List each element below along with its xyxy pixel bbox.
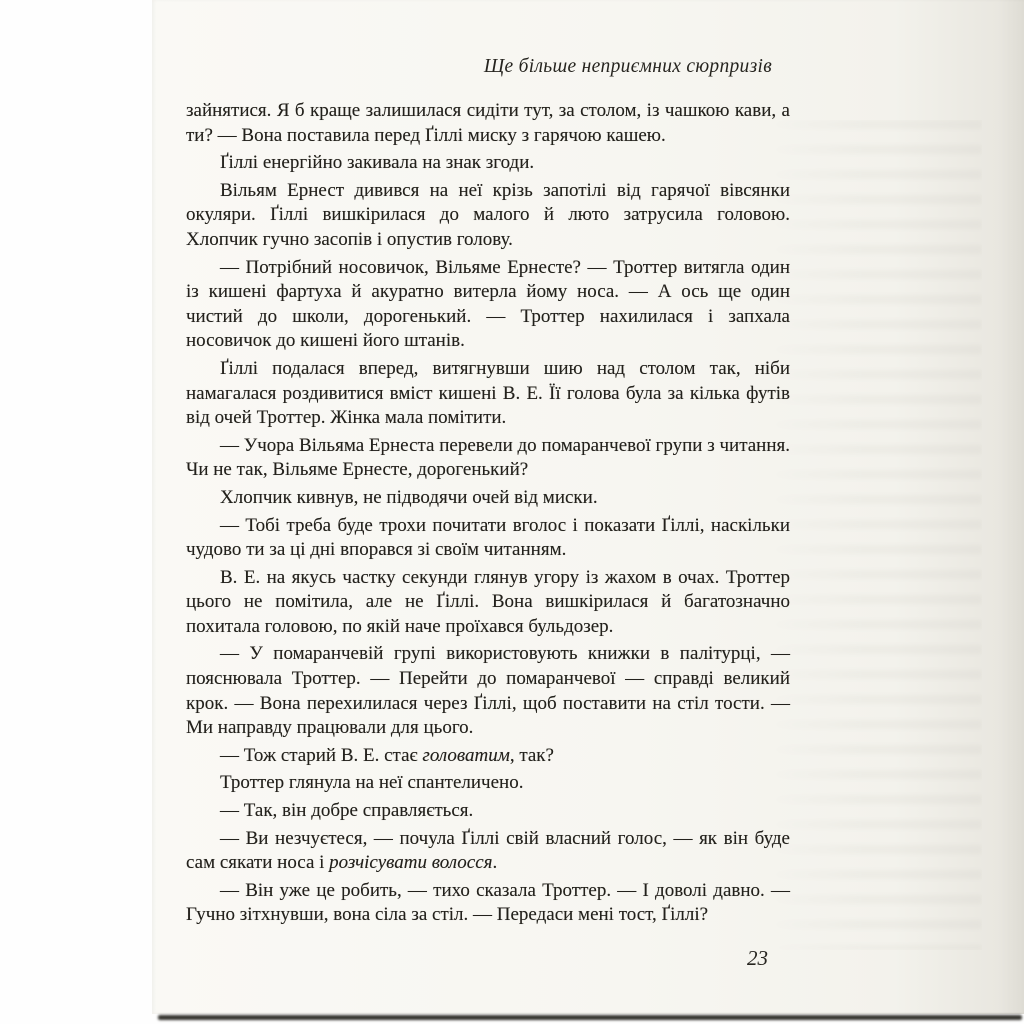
paragraph xyxy=(186,357,790,431)
body-text xyxy=(186,99,790,931)
text-run: — Тож старий В. Е. стає xyxy=(220,744,423,766)
reverse-page-bleedthrough xyxy=(767,120,982,950)
page-number: 23 xyxy=(747,946,768,970)
paragraph xyxy=(186,744,790,769)
text-run: Вільям Ернест дивився на неї крізь запотілі від гарячої вівсянки окуляри. Ґіллі вишкірилася до малого й люто затрусила головою. Хлопчик гучно засопів і опустив голову. xyxy=(186,179,790,250)
text-run: — Він уже це робить, — тихо сказала Троттер. — І доволі давно. — Гучно зітхнувши, вона сіла за стіл. — Передаси мені тост, Ґіллі? xyxy=(186,879,790,926)
paragraph xyxy=(186,799,790,824)
page-bottom-edge xyxy=(158,1015,1022,1020)
italic-run: головатим xyxy=(422,744,510,766)
paragraph xyxy=(186,879,790,928)
paragraph xyxy=(186,256,790,354)
paragraph xyxy=(186,99,790,148)
text-run: — Ви незчуєтеся, — почула Ґіллі свій власний голос, — як він буде сам сякати носа і xyxy=(186,827,790,874)
text-run: — Учора Вільяма Ернеста перевели до помаранчевої групи з читання. Чи не так, Вільяме Ернесте, дорогенький? xyxy=(186,434,790,481)
text-run: — Тобі треба буде трохи почитати вголос і показати Ґіллі, наскільки чудово ти за ці дні впорався зі своїм читанням. xyxy=(186,514,790,561)
text-run: В. Е. на якусь частку секунди глянув угору із жахом в очах. Троттер цього не помітила, але не Ґіллі. Вона вишкірилася й багатозначно похитала головою, по якій наче проїхався бульдозер. xyxy=(186,566,790,637)
paragraph xyxy=(186,434,790,483)
italic-run: розчісувати волосся xyxy=(329,852,493,874)
text-run: — У помаранчевій групі використовують книжки в палітурці, — пояснювала Троттер. — Перейти до помаранчевої — справді великий крок. — Вона перехилилася через Ґіллі, щоб поставити на стіл тости. — Ми направду працювали для цього. xyxy=(186,643,790,739)
paragraph xyxy=(186,514,790,563)
paragraph xyxy=(186,179,790,253)
text-run: зайнятися. Я б краще залишилася сидіти тут, за столом, із чашкою кави, а ти? — Вона поставила перед Ґіллі миску з гарячою кашею. xyxy=(186,100,790,146)
paragraph xyxy=(186,827,790,876)
text-run: — Потрібний носовичок, Вільяме Ернесте? — Троттер витягла один із кишені фартуха й акуратно витерла йому носа. — А ось ще один чистий до школи, дорогенький. — Троттер нахилилася і запхала носовичок до кишені його штанів. xyxy=(186,256,790,352)
text-run: Ґіллі енергійно закивала на знак згоди. xyxy=(220,152,535,174)
text-run: — Так, він добре справляється. xyxy=(220,800,474,822)
paragraph xyxy=(186,771,790,796)
text-run: Троттер глянула на неї спантеличено. xyxy=(220,772,524,794)
paragraph xyxy=(186,566,790,640)
running-head: Ще більше неприємних сюрпризів xyxy=(483,56,772,77)
text-run: . xyxy=(492,852,498,874)
text-run: Ґіллі подалася вперед, витягнувши шию над столом так, ніби намагалася роздивитися вміст кишені В. Е. Її голова була за кілька футів від очей Троттер. Жінка мала помітити. xyxy=(186,357,790,429)
paragraph xyxy=(186,486,790,511)
paragraph xyxy=(186,642,790,740)
text-run: Хлопчик кивнув, не підводячи очей від миски. xyxy=(220,486,598,508)
text-run: , так? xyxy=(509,744,554,766)
paragraph xyxy=(186,151,790,176)
